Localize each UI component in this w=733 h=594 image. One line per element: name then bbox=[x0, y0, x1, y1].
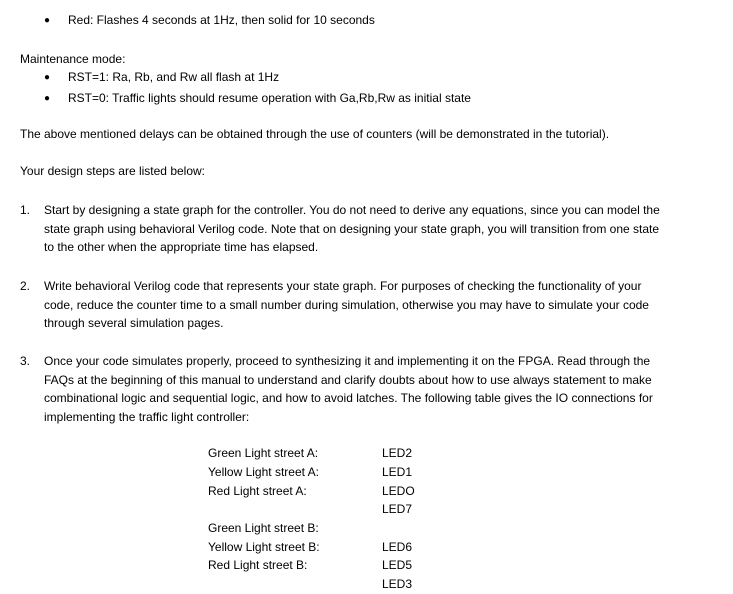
step-2-number: 2. bbox=[20, 279, 31, 293]
io-led-value: LEDO bbox=[382, 484, 415, 498]
step-3-line: implementing the traffic light controller: bbox=[44, 409, 250, 424]
io-label-red-a: Red Light street A: bbox=[208, 484, 307, 498]
io-led-value: LED5 bbox=[382, 558, 413, 572]
step-1-line: state graph using behavioral Verilog code. Note that on designing your state graph, you will transition from one state bbox=[44, 221, 660, 236]
maintenance-heading: Maintenance mode: bbox=[20, 52, 126, 66]
io-label-yellow-b: Yellow Light street B: bbox=[208, 540, 320, 554]
bullet-icon: ● bbox=[44, 72, 51, 83]
io-led-value: LED6 bbox=[382, 540, 413, 554]
step-1-line: to the other when the appropriate time has elapsed. bbox=[44, 240, 319, 254]
step-3-text bbox=[44, 352, 679, 426]
step-3-line: FAQs at the beginning of this manual to understand and clarify doubts about how to use always statement to make bbox=[44, 372, 652, 387]
io-led-value: LED1 bbox=[382, 465, 413, 479]
step-2-text bbox=[44, 277, 679, 333]
bullet-icon: ● bbox=[44, 93, 51, 104]
io-label-red-b: Red Light street B: bbox=[208, 558, 308, 572]
step-2-line: through several simulation pages. bbox=[44, 316, 224, 330]
io-led-value: LED2 bbox=[382, 446, 413, 460]
step-3-line: Once your code simulates properly, proceed to synthesizing it and implementing it on the FPGA. Read through the bbox=[44, 354, 651, 368]
io-label-green-a: Green Light street A: bbox=[208, 446, 319, 460]
step-1-number: 1. bbox=[20, 203, 31, 217]
top-bullet-text: Red: Flashes 4 seconds at 1Hz, then solid for 10 seconds bbox=[68, 13, 375, 27]
step-3-number: 3. bbox=[20, 354, 31, 368]
step-2-line: Write behavioral Verilog code that represents your state graph. For purposes of checking the functionality of your bbox=[44, 279, 642, 293]
design-intro: Your design steps are listed below: bbox=[20, 164, 206, 178]
delays-note: The above mentioned delays can be obtained through the use of counters (will be demonstrated in the tutorial). bbox=[20, 127, 610, 141]
step-2-line: code, reduce the counter time to a small number during simulation, otherwise you may have to simulate your code bbox=[44, 297, 649, 312]
step-3-line: combinational logic and sequential logic, and how to avoid latches. The following table gives the IO connections for bbox=[44, 391, 653, 405]
step-1-text bbox=[44, 201, 679, 257]
io-label-green-b: Green Light street B: bbox=[208, 521, 319, 535]
step-1-line: Start by designing a state graph for the controller. You do not need to derive any equations, since you can model the bbox=[44, 203, 660, 217]
bullet-icon: ● bbox=[44, 15, 51, 26]
io-label-yellow-a: Yellow Light street A: bbox=[208, 465, 319, 479]
maintenance-bullet-2: RST=0: Traffic lights should resume operation with Ga,Rb,Rw as initial state bbox=[68, 91, 471, 105]
maintenance-bullet-1: RST=1: Ra, Rb, and Rw all flash at 1Hz bbox=[68, 70, 280, 84]
io-led-value: LED3 bbox=[382, 577, 413, 591]
io-led-value: LED7 bbox=[382, 502, 413, 516]
